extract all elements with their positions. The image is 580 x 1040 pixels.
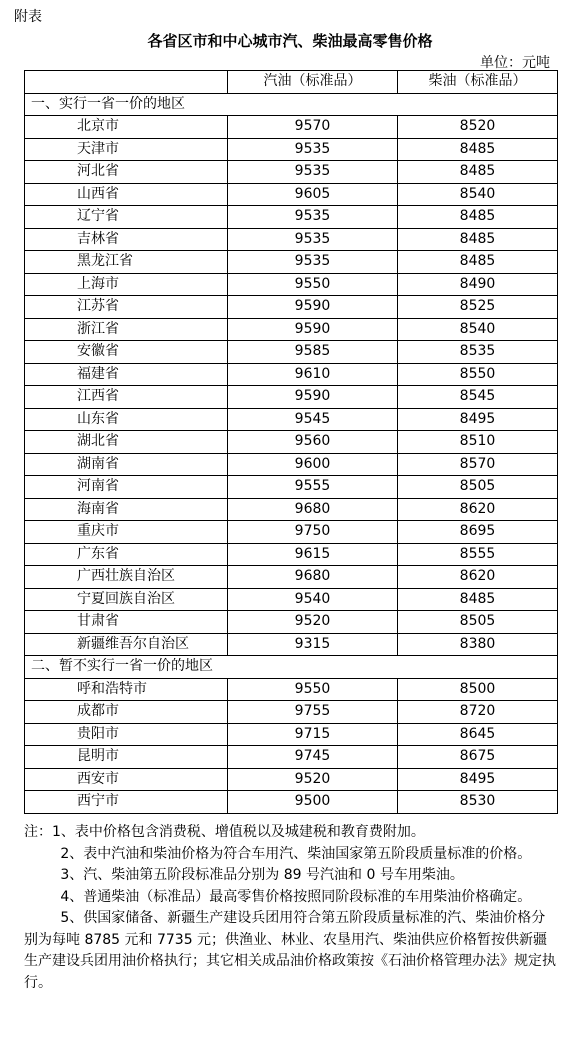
table-row (25, 183, 558, 206)
region-name: 安徽省 (25, 341, 228, 364)
table-row (25, 453, 558, 476)
diesel-price: 8485 (398, 161, 558, 184)
header-gasoline: 汽油（标准品） (228, 71, 398, 94)
section-row (25, 656, 558, 679)
table-row (25, 543, 558, 566)
note-2: 2、表中汽油和柴油价格为符合车用汽、柴油国家第五阶段质量标准的价格。 (60, 845, 532, 862)
gasoline-price: 9750 (228, 521, 398, 544)
unit-label: 单位：元吨 (480, 55, 550, 71)
region-name: 成都市 (25, 701, 228, 724)
table-row (25, 318, 558, 341)
note-3: 3、汽、柴油第五阶段标准品分别为 89 号汽油和 0 号车用柴油。 (60, 867, 464, 883)
diesel-price: 8505 (398, 611, 558, 634)
gasoline-price: 9535 (228, 251, 398, 274)
diesel-price: 8485 (398, 588, 558, 611)
header-diesel: 柴油（标准品） (398, 71, 558, 94)
gasoline-price: 9590 (228, 318, 398, 341)
price-table-body (25, 71, 558, 814)
table-row (25, 408, 558, 431)
region-name: 河北省 (25, 161, 228, 184)
table-row (25, 521, 558, 544)
section-title: 一、实行一省一价的地区 (25, 93, 558, 116)
gasoline-price: 9520 (228, 611, 398, 634)
diesel-price: 8555 (398, 543, 558, 566)
gasoline-price: 9550 (228, 273, 398, 296)
page-title: 各省区市和中心城市汽、柴油最高零售价格 (147, 32, 433, 50)
table-row (25, 791, 558, 814)
gasoline-price: 9570 (228, 116, 398, 139)
region-name: 西宁市 (25, 791, 228, 814)
table-row (25, 498, 558, 521)
diesel-price: 8530 (398, 791, 558, 814)
region-name: 贵阳市 (25, 723, 228, 746)
gasoline-price: 9545 (228, 408, 398, 431)
region-name: 呼和浩特市 (25, 678, 228, 701)
diesel-price: 8620 (398, 498, 558, 521)
gasoline-price: 9535 (228, 206, 398, 229)
header-blank (25, 71, 228, 94)
gasoline-price: 9615 (228, 543, 398, 566)
table-row (25, 341, 558, 364)
table-row (25, 363, 558, 386)
table-row (25, 206, 558, 229)
diesel-price: 8505 (398, 476, 558, 499)
region-name: 上海市 (25, 273, 228, 296)
region-name: 湖南省 (25, 453, 228, 476)
region-name: 山西省 (25, 183, 228, 206)
gasoline-price: 9590 (228, 296, 398, 319)
table-row (25, 431, 558, 454)
diesel-price: 8520 (398, 116, 558, 139)
gasoline-price: 9745 (228, 746, 398, 769)
table-row (25, 116, 558, 139)
diesel-price: 8620 (398, 566, 558, 589)
gasoline-price: 9535 (228, 228, 398, 251)
annex-label: 附表 (14, 9, 42, 25)
section-row (25, 93, 558, 116)
region-name: 海南省 (25, 498, 228, 521)
diesel-price: 8570 (398, 453, 558, 476)
diesel-price: 8500 (398, 678, 558, 701)
region-name: 浙江省 (25, 318, 228, 341)
table-row (25, 161, 558, 184)
diesel-price: 8550 (398, 363, 558, 386)
region-name: 吉林省 (25, 228, 228, 251)
gasoline-price: 9755 (228, 701, 398, 724)
header-row (25, 71, 558, 94)
region-name: 福建省 (25, 363, 228, 386)
table-row (25, 476, 558, 499)
gasoline-price: 9535 (228, 138, 398, 161)
diesel-price: 8495 (398, 408, 558, 431)
gasoline-price: 9500 (228, 791, 398, 814)
gasoline-price: 9605 (228, 183, 398, 206)
table-row (25, 633, 558, 656)
gasoline-price: 9555 (228, 476, 398, 499)
gasoline-price: 9680 (228, 566, 398, 589)
gasoline-price: 9680 (228, 498, 398, 521)
table-row (25, 228, 558, 251)
diesel-price: 8380 (398, 633, 558, 656)
gasoline-price: 9540 (228, 588, 398, 611)
diesel-price: 8525 (398, 296, 558, 319)
region-name: 宁夏回族自治区 (25, 588, 228, 611)
table-row (25, 768, 558, 791)
region-name: 广西壮族自治区 (25, 566, 228, 589)
table-row (25, 273, 558, 296)
gasoline-price: 9535 (228, 161, 398, 184)
region-name: 湖北省 (25, 431, 228, 454)
gasoline-price: 9585 (228, 341, 398, 364)
diesel-price: 8510 (398, 431, 558, 454)
table-row (25, 588, 558, 611)
region-name: 江苏省 (25, 296, 228, 319)
table-row (25, 386, 558, 409)
region-name: 江西省 (25, 386, 228, 409)
section-title: 二、暂不实行一省一价的地区 (25, 656, 558, 679)
region-name: 天津市 (25, 138, 228, 161)
region-name: 昆明市 (25, 746, 228, 769)
diesel-price: 8645 (398, 723, 558, 746)
region-name: 北京市 (25, 116, 228, 139)
gasoline-price: 9560 (228, 431, 398, 454)
gasoline-price: 9315 (228, 633, 398, 656)
table-row (25, 251, 558, 274)
diesel-price: 8540 (398, 183, 558, 206)
region-name: 河南省 (25, 476, 228, 499)
gasoline-price: 9520 (228, 768, 398, 791)
table-row (25, 611, 558, 634)
gasoline-price: 9715 (228, 723, 398, 746)
region-name: 西安市 (25, 768, 228, 791)
diesel-price: 8540 (398, 318, 558, 341)
diesel-price: 8490 (398, 273, 558, 296)
gasoline-price: 9600 (228, 453, 398, 476)
note-1: 注：1、表中价格包含消费税、增值税以及城建税和教育费附加。 (24, 824, 425, 840)
table-row (25, 746, 558, 769)
region-name: 新疆维吾尔自治区 (25, 633, 228, 656)
region-name: 辽宁省 (25, 206, 228, 229)
diesel-price: 8495 (398, 768, 558, 791)
table-row (25, 701, 558, 724)
diesel-price: 8485 (398, 251, 558, 274)
diesel-price: 8720 (398, 701, 558, 724)
note-5: 5、供国家储备、新疆生产建设兵团用符合第五阶段质量标准的汽、柴油价格分别为每吨 8785 元和 7735 元；供渔业、林业、农垦用汽、柴油供应价格暂按供新疆生产建设兵团用油价格执行；其它相关成品油价格政策按《石油价格管理办法》规定执行。 (24, 910, 556, 991)
diesel-price: 8485 (398, 228, 558, 251)
note-4: 4、普通柴油（标准品）最高零售价格按照同阶段标准的车用柴油价格确定。 (60, 888, 532, 905)
diesel-price: 8675 (398, 746, 558, 769)
diesel-price: 8485 (398, 206, 558, 229)
table-row (25, 678, 558, 701)
gasoline-price: 9610 (228, 363, 398, 386)
table-row (25, 566, 558, 589)
region-name: 黑龙江省 (25, 251, 228, 274)
table-row (25, 138, 558, 161)
price-table (24, 70, 558, 814)
region-name: 广东省 (25, 543, 228, 566)
notes (24, 822, 558, 994)
diesel-price: 8545 (398, 386, 558, 409)
table-row (25, 723, 558, 746)
diesel-price: 8535 (398, 341, 558, 364)
gasoline-price: 9550 (228, 678, 398, 701)
region-name: 山东省 (25, 408, 228, 431)
table-row (25, 296, 558, 319)
gasoline-price: 9590 (228, 386, 398, 409)
region-name: 重庆市 (25, 521, 228, 544)
diesel-price: 8695 (398, 521, 558, 544)
region-name: 甘肃省 (25, 611, 228, 634)
diesel-price: 8485 (398, 138, 558, 161)
